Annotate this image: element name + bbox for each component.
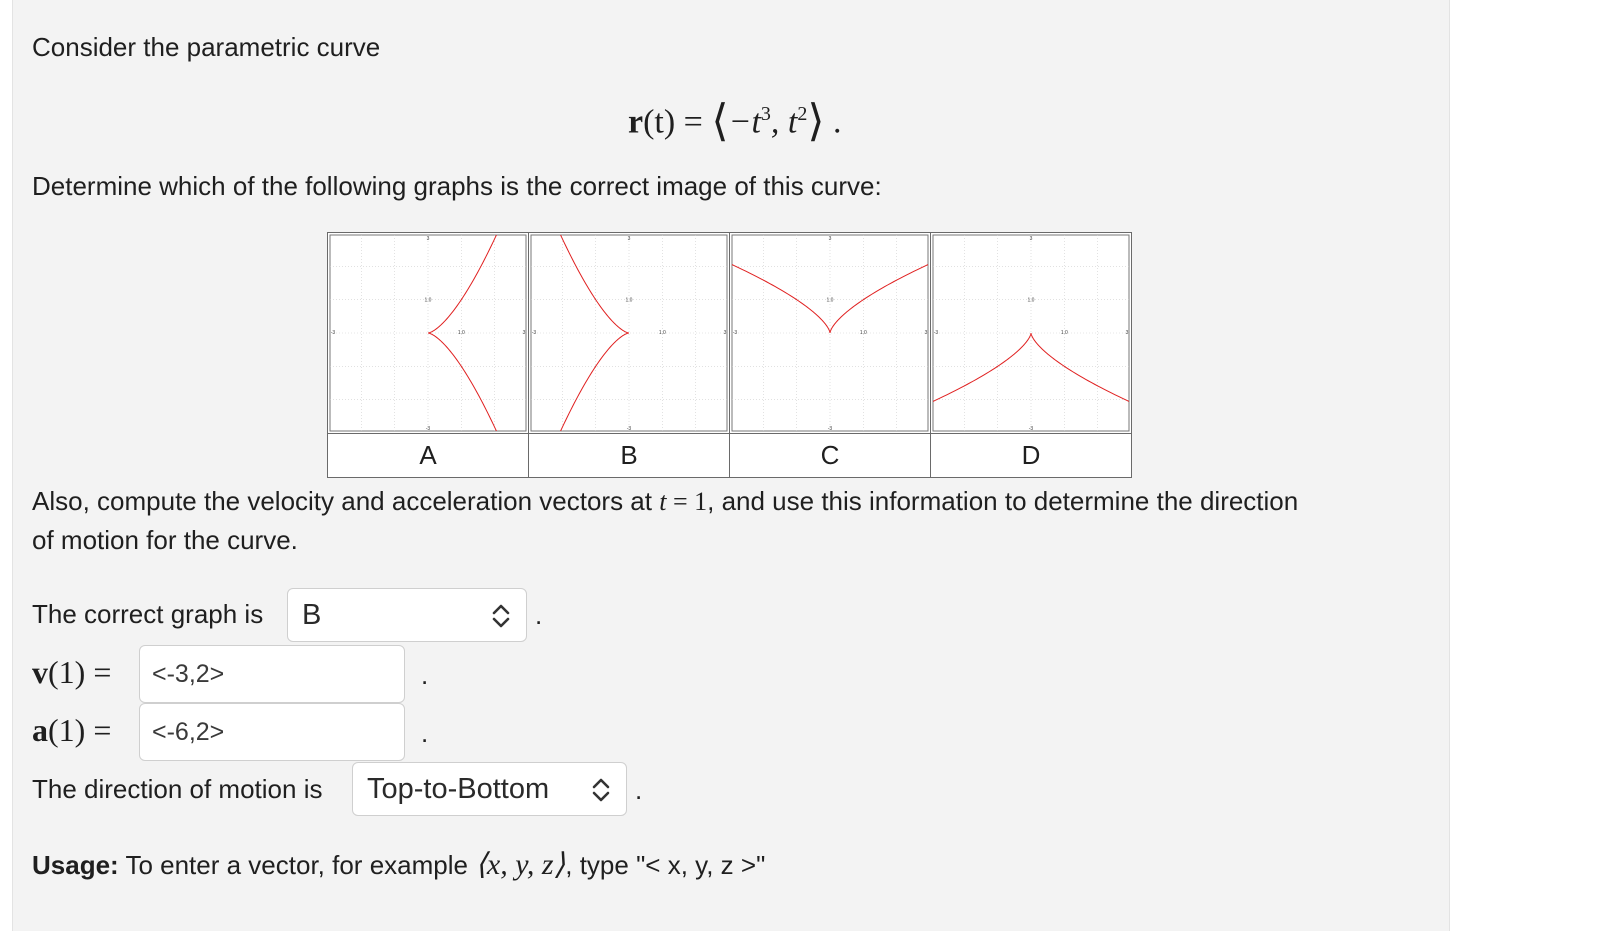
direction-select[interactable] <box>352 762 627 816</box>
updown-chevron-icon <box>490 602 512 630</box>
also-pre: Also, compute the velocity and acceleration vectors at <box>32 486 660 516</box>
graph-select-value: B <box>302 599 322 631</box>
graph-cell-a <box>328 233 529 434</box>
acceleration-a: a <box>32 712 48 748</box>
x-axis-min-label: -3 <box>933 330 939 336</box>
y-axis-min-label: -3 <box>827 426 833 432</box>
acceleration-label <box>32 714 111 746</box>
graph-label-d: D <box>931 434 1132 478</box>
formula-open: ⟨ <box>711 96 729 146</box>
x-tick-label: 1.0 <box>457 330 465 336</box>
formula-comp2: , t <box>770 103 798 141</box>
also-line-2: of motion for the curve. <box>32 525 298 555</box>
x-axis-min-label: -3 <box>732 330 738 336</box>
formula-exp2: 2 <box>797 103 808 125</box>
velocity-v: v <box>32 654 48 690</box>
also-tval: 1 <box>694 487 708 516</box>
graph-c-plot <box>730 233 930 433</box>
graph-b-plot <box>529 233 729 433</box>
formula-close: ⟩ <box>807 96 825 146</box>
y-axis-min-label: -3 <box>1028 426 1034 432</box>
graph-cell-d <box>931 233 1132 434</box>
graph-label-b: B <box>529 434 730 478</box>
y-axis-min-label: -3 <box>425 426 431 432</box>
also-post: , and use this information to determine the direction <box>707 486 1299 516</box>
y-axis-max-label: 3 <box>627 236 631 242</box>
also-eq: = <box>666 487 695 516</box>
period-2: . <box>421 660 429 690</box>
velocity-label <box>32 656 111 688</box>
usage-text <box>32 849 765 881</box>
graph-select[interactable] <box>287 588 527 642</box>
graph-label-c: C <box>730 434 931 478</box>
velocity-rest: (1) = <box>48 654 112 690</box>
x-axis-min-label: -3 <box>531 330 537 336</box>
also-line-1 <box>32 485 1298 518</box>
acceleration-input[interactable]: <-6,2> <box>139 703 405 761</box>
y-axis-max-label: 3 <box>426 236 430 242</box>
graph-cell-b <box>529 233 730 434</box>
period-1: . <box>535 600 543 630</box>
usage-pre: To enter a vector, for example <box>118 850 476 880</box>
formula-comp1: −t <box>728 103 761 141</box>
graph-d-plot <box>931 233 1131 433</box>
direction-label: The direction of motion is <box>32 774 323 804</box>
usage-example: ⟨x, y, z⟩ <box>475 848 566 881</box>
formula-exp1: 3 <box>760 103 771 125</box>
direction-select-value: Top-to-Bottom <box>367 773 550 805</box>
period-4: . <box>635 775 643 805</box>
formula-arg: (t) = <box>643 103 712 141</box>
formula-r: r <box>628 103 644 141</box>
updown-chevron-icon <box>590 776 612 804</box>
velocity-input[interactable]: <-3,2> <box>139 645 405 703</box>
x-axis-min-label: -3 <box>330 330 336 336</box>
period-3: . <box>421 718 429 748</box>
curve-formula <box>628 92 842 144</box>
y-tick-label: 1.0 <box>625 297 633 304</box>
formula-end: . <box>824 103 842 141</box>
graph-label-a: A <box>328 434 529 478</box>
graph-choices-table <box>327 232 1132 478</box>
x-tick-label: 1.0 <box>658 330 666 336</box>
y-tick-label: 1.0 <box>1027 297 1035 304</box>
graph-cell-c <box>730 233 931 434</box>
y-tick-label: 1.0 <box>424 297 432 304</box>
y-axis-min-label: -3 <box>626 426 632 432</box>
y-tick-label: 1.0 <box>826 297 834 304</box>
x-tick-label: 1.0 <box>1060 330 1068 336</box>
x-axis-max-label: 3 <box>723 330 727 336</box>
usage-post: , type "< x, y, z >" <box>565 850 766 880</box>
x-tick-label: 1.0 <box>859 330 867 336</box>
x-axis-max-label: 3 <box>1125 330 1129 336</box>
determine-text: Determine which of the following graphs is the correct image of this curve: <box>32 171 882 201</box>
x-axis-max-label: 3 <box>522 330 526 336</box>
graph-answer-label: The correct graph is <box>32 599 264 629</box>
usage-bold: Usage: <box>32 850 119 880</box>
also-t: t <box>659 487 667 516</box>
intro-text: Consider the parametric curve <box>32 32 381 62</box>
y-axis-max-label: 3 <box>828 236 832 242</box>
x-axis-max-label: 3 <box>924 330 928 336</box>
graph-a-plot <box>328 233 528 433</box>
acceleration-rest: (1) = <box>48 712 112 748</box>
y-axis-max-label: 3 <box>1029 236 1033 242</box>
